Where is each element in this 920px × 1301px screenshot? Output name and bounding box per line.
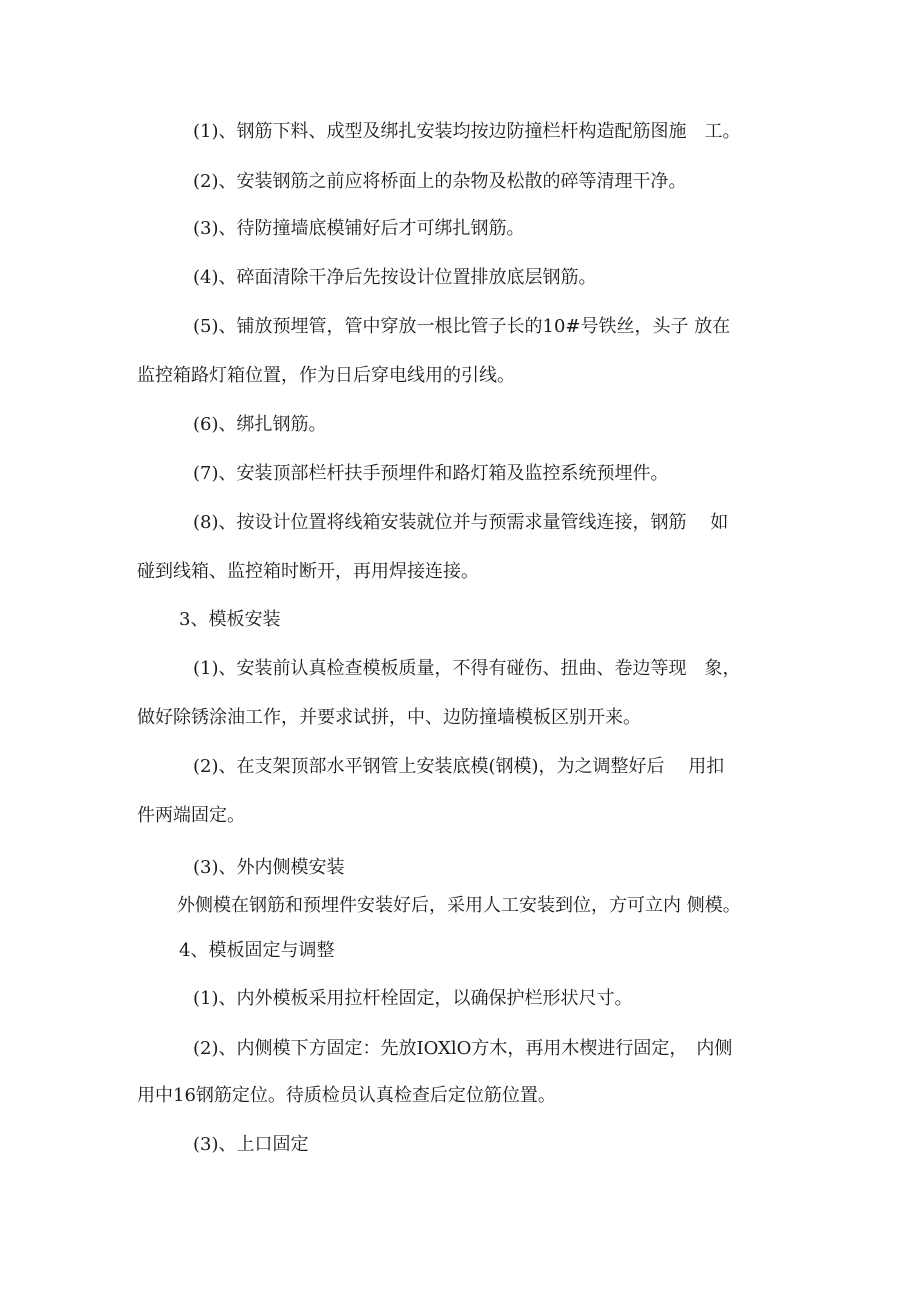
paragraph-line: (2)、在支架顶部水平钢管上安装底模(钢模)，为之调整好后 用扣	[193, 756, 725, 777]
paragraph-line: (2)、内侧模下方固定：先放IOXlO方木，再用木楔进行固定， 内侧	[193, 1038, 733, 1059]
section-heading: 4、模板固定与调整	[179, 940, 335, 961]
paragraph-line: (3)、上口固定	[193, 1134, 309, 1155]
paragraph-line: 监控箱路灯箱位置，作为日后穿电线用的引线。	[137, 365, 515, 386]
paragraph-line: (1)、钢筋下料、成型及绑扎安装均按边防撞栏杆构造配筋图施 工。	[193, 121, 741, 142]
paragraph-line: 外侧模在钢筋和预埋件安装好后，采用人工安装到位，方可立内 侧模。	[177, 895, 741, 916]
paragraph-line: (8)、按设计位置将线箱安装就位并与预需求量管线连接，钢筋 如	[193, 512, 729, 533]
paragraph-line: 碰到线箱、监控箱时断开，再用焊接连接。	[137, 561, 479, 582]
paragraph-line: (1)、内外模板采用拉杆栓固定，以确保护栏形状尺寸。	[193, 988, 633, 1009]
paragraph-line: 用中16钢筋定位。待质检员认真检查后定位筋位置。	[137, 1085, 556, 1106]
paragraph-line: (3)、待防撞墙底模铺好后才可绑扎钢筋。	[193, 218, 525, 239]
paragraph-line: (2)、安装钢筋之前应将桥面上的杂物及松散的碎等清理干净。	[193, 171, 687, 192]
paragraph-line: 件两端固定。	[137, 805, 245, 826]
paragraph-line: (4)、碎面清除干净后先按设计位置排放底层钢筋。	[193, 267, 597, 288]
paragraph-line: (7)、安装顶部栏杆扶手预埋件和路灯箱及监控系统预埋件。	[193, 463, 669, 484]
section-heading: 3、模板安装	[179, 609, 281, 630]
paragraph-line: 做好除锈涂油工作，并要求试拼，中、边防撞墙模板区别开来。	[137, 707, 641, 728]
paragraph-line: (3)、外内侧模安装	[193, 857, 345, 878]
paragraph-line: (5)、铺放预埋管，管中穿放一根比管子长的10#号铁丝，头子 放在	[193, 316, 731, 337]
paragraph-line: (1)、安装前认真检查模板质量，不得有碰伤、扭曲、卷边等现 象，	[193, 658, 741, 679]
paragraph-line: (6)、绑扎钢筋。	[193, 414, 327, 435]
